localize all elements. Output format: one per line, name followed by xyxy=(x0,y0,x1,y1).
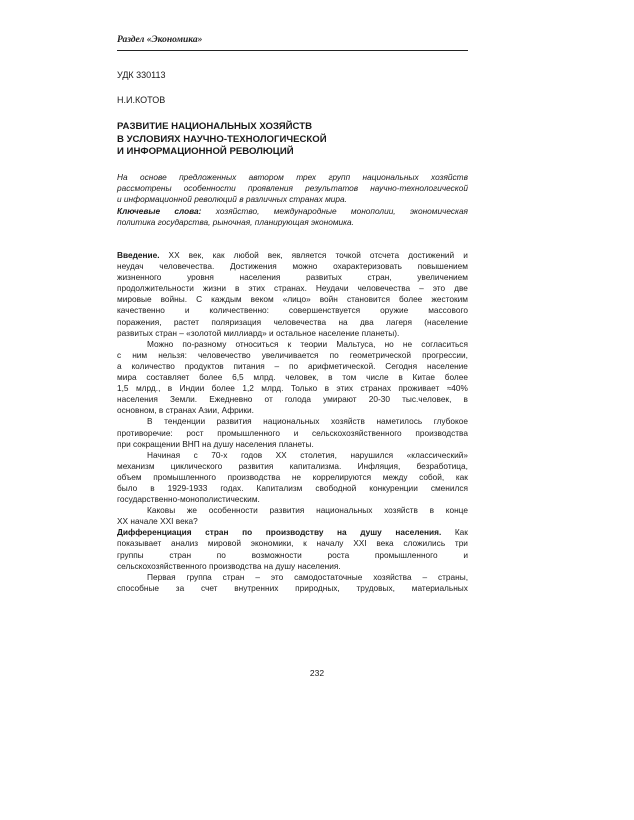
body-line: государственно-монополистическим. xyxy=(117,494,260,505)
title-line: РАЗВИТИЕ НАЦИОНАЛЬНЫХ ХОЗЯЙСТВ xyxy=(117,121,312,132)
paragraph-introduction xyxy=(117,250,468,339)
body-line: группы стран по возможности роста промышленного и xyxy=(117,549,468,560)
paragraph-first-group xyxy=(117,572,468,594)
body-line: развитых стран – «золотой миллиард» и остальное население планеты). xyxy=(117,327,400,338)
header-rule xyxy=(117,50,468,51)
abstract xyxy=(117,172,468,228)
title-line: И ИНФОРМАЦИОННОЙ РЕВОЛЮЦИЙ xyxy=(117,146,294,158)
udk-code: УДК 330113 xyxy=(117,70,166,80)
body-line: В тенденции развития национальных хозяйств наметилось глубокое xyxy=(147,416,468,427)
body-line: было в 1929-1933 годах. Капитализм свободной конкуренции сменился xyxy=(117,482,468,493)
author-name: Н.И.КОТОВ xyxy=(117,95,166,105)
body-line: неудач человечества. Достижения можно охарактеризовать повышением xyxy=(117,261,468,272)
paragraph-contradiction xyxy=(117,416,468,449)
body-line: а количество продуктов питания – по арифметической. Сегодня население xyxy=(117,360,468,371)
keywords-line: политика государства, рыночная, планирующая экономика. xyxy=(117,216,354,227)
body-line: населения Земли. Ежедневно от голода умирают 20-30 тыс.человек, в xyxy=(117,394,468,405)
abstract-line: На основе предложенных автором трех групп национальных хозяйств xyxy=(117,172,468,182)
body-line: мировые войны. С каждым веком «лицо» войн становится более жестоким xyxy=(117,294,468,305)
body-line: Введение. XX век, как любой век, является точкой отсчета достижений и xyxy=(117,250,468,260)
body-line: 1,5 млрд., в Индии более 1,2 млрд. Только в этих странах проживает ≈40% xyxy=(117,383,468,394)
body-line: Начиная с 70-х годов XX столетия, нарушился «классический» xyxy=(147,449,468,460)
body-line: при сокращении ВНП на душу населения планеты. xyxy=(117,438,314,449)
body-line: объем промышленного производства не коррелируются между собой, как xyxy=(117,471,468,482)
abstract-line: и информационной революций в различных странах мира. xyxy=(117,194,347,205)
body-line: продолжительности жизни в этих странах. Неудачи человечества – это две xyxy=(117,283,468,294)
keywords-line: Ключевые слова: хозяйство, международные монополии, экономическая xyxy=(117,205,468,216)
body-line: качественно и количественно: совершенствуется оружие массового xyxy=(117,305,468,316)
body-line: поражения, растет поляризация человечества на два лагеря (население xyxy=(117,316,468,327)
paragraph-question xyxy=(117,505,468,527)
article-body xyxy=(117,250,468,594)
article-title xyxy=(117,121,468,159)
paragraph-capitalism xyxy=(117,450,468,505)
title-line: В УСЛОВИЯХ НАУЧНО-ТЕХНОЛОГИЧЕСКОЙ xyxy=(117,133,327,145)
body-line: с ним нельзя: человечество увеличивается по геометрической прогрессии, xyxy=(117,349,468,360)
body-line: противоречие: рост промышленного и сельскохозяйственного производства xyxy=(117,427,468,438)
body-line: Дифференциация стран по производству на душу населения. Как xyxy=(117,527,468,538)
body-line: механизм циклического развития капитализма. Инфляция, безработица, xyxy=(117,460,468,471)
body-line: сельскохозяйственного производства на душу населения. xyxy=(117,560,341,571)
body-line: Первая группа стран – это самодостаточные хозяйства – страны, xyxy=(147,571,468,582)
body-line: жизненного уровня населения развитых стран, увеличением xyxy=(117,272,468,283)
body-line: мира составляет более 6,5 млрд. человек, в том числе в Китае более xyxy=(117,372,468,383)
paragraph-differentiation xyxy=(117,527,468,571)
body-line: Каковы же особенности развития национальных хозяйств в конце xyxy=(147,505,468,516)
body-line: показывает анализ мировой экономики, к началу XXI века сложились три xyxy=(117,538,468,549)
abstract-line: рассмотрены особенности проявления результатов научно-технологической xyxy=(117,183,468,194)
body-line: способные за счет внутренних природных, трудовых, материальных xyxy=(117,582,468,593)
body-line: XX начале XXI века? xyxy=(117,516,198,527)
body-line: Можно по-разному относиться к теории Мальтуса, но не согласиться xyxy=(147,338,468,349)
body-line: основном, в странах Азии, Африки. xyxy=(117,405,254,416)
paragraph-malthus xyxy=(117,339,468,417)
page-number: 232 xyxy=(309,668,325,678)
section-header: Раздел «Экономика» xyxy=(117,35,203,45)
